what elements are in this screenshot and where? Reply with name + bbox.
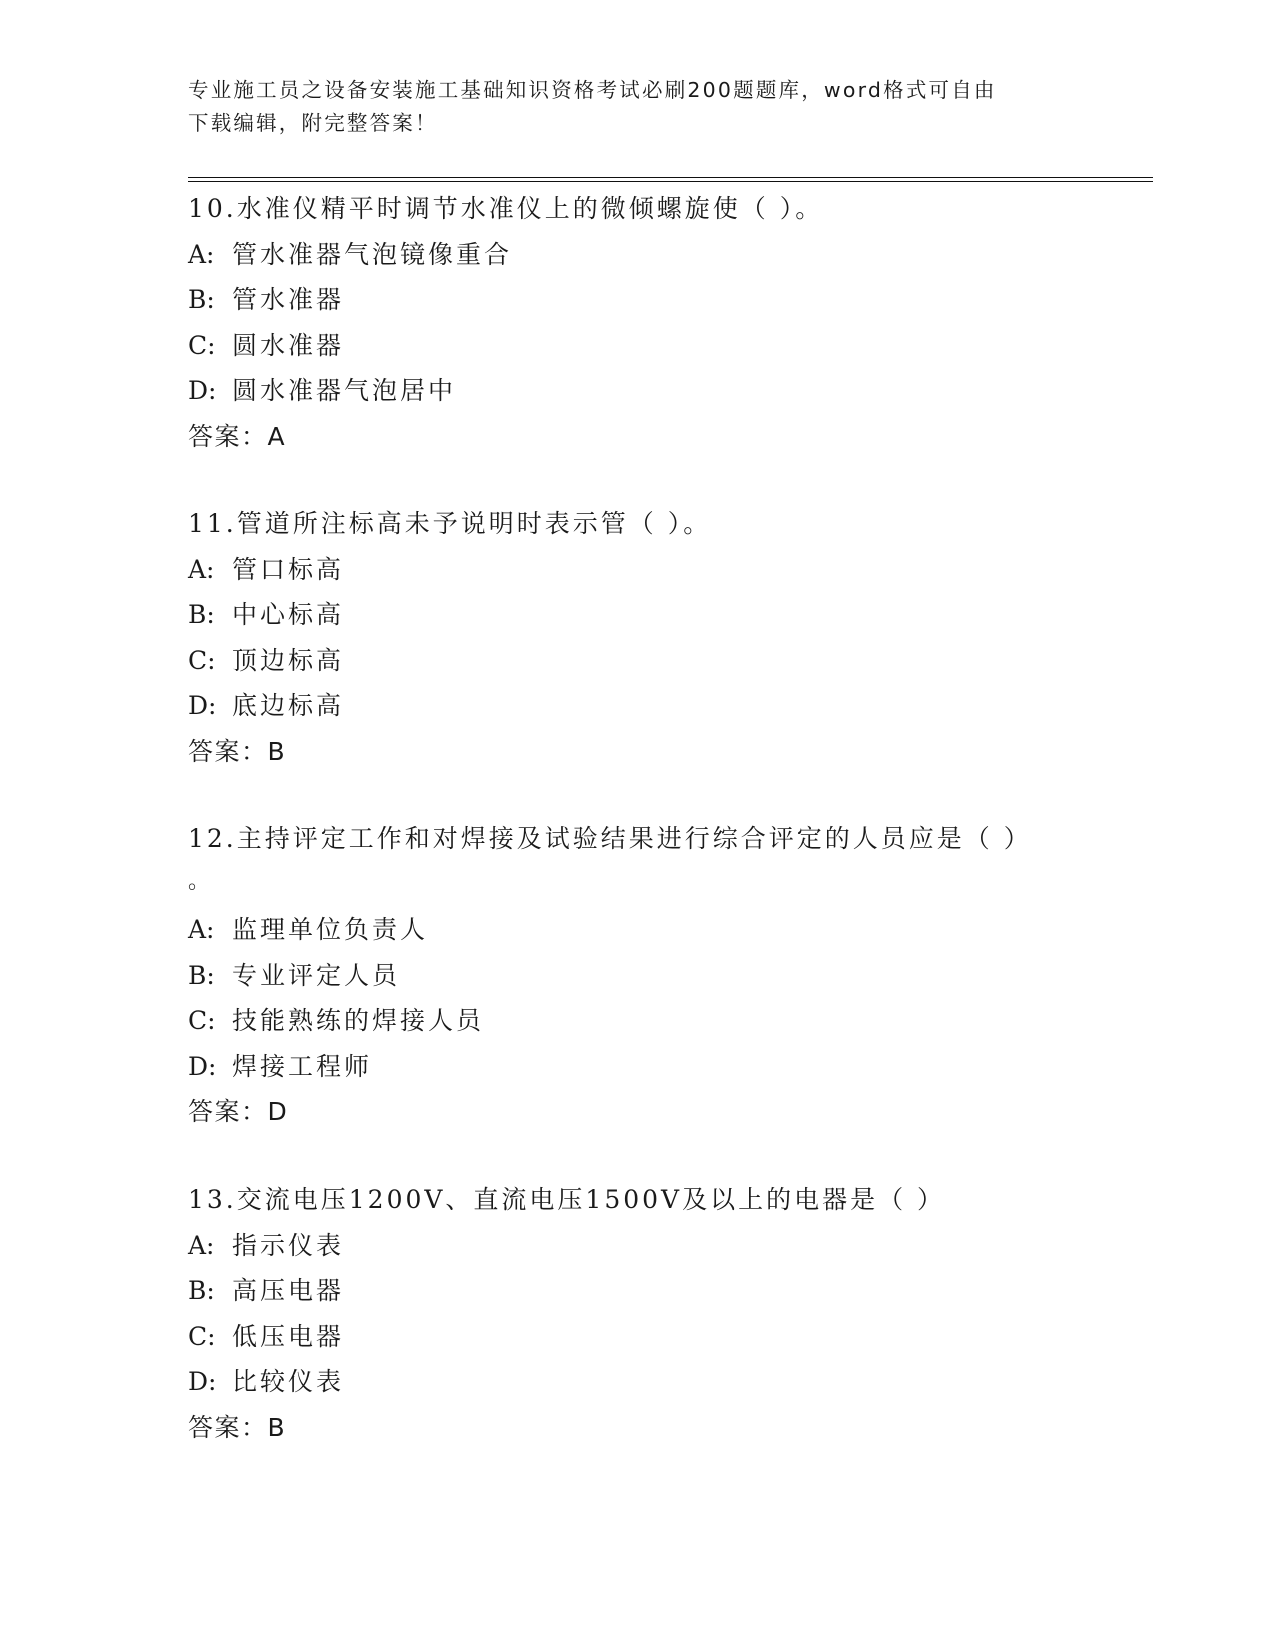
option-letter: C: <box>188 1006 216 1035</box>
option-a <box>188 907 1088 953</box>
option-text: 比较仪表 <box>232 1367 345 1396</box>
option-b <box>188 592 1088 638</box>
header-divider-bottom <box>188 181 1153 182</box>
option-text: 底边标高 <box>232 691 345 720</box>
option-text: 管口标高 <box>232 554 345 584</box>
option-d <box>188 368 1088 414</box>
option-letter: D: <box>188 691 217 720</box>
option-a <box>188 1223 1088 1269</box>
header-line-2: 下载编辑，附完整答案！ <box>188 111 438 135</box>
question-10 <box>188 186 1088 459</box>
question-stem-continuation: 。 <box>188 868 214 894</box>
option-a <box>188 547 1088 593</box>
option-d <box>188 1359 1088 1405</box>
answer: 答案：B <box>188 1412 287 1442</box>
option-letter: D: <box>188 1367 217 1396</box>
option-letter: D: <box>188 1051 217 1081</box>
question-stem: 12.主持评定工作和对焊接及试验结果进行综合评定的人员应是（ ） <box>188 824 1032 853</box>
option-c <box>188 323 1088 369</box>
option-b <box>188 277 1088 323</box>
question-11 <box>188 501 1088 774</box>
option-letter: A: <box>188 554 215 584</box>
answer: 答案：A <box>188 421 287 451</box>
option-letter: A: <box>188 239 215 269</box>
option-letter: B: <box>188 285 215 314</box>
option-text: 顶边标高 <box>232 645 345 675</box>
option-letter: A: <box>188 1230 215 1260</box>
option-c <box>188 638 1088 684</box>
option-text: 焊接工程师 <box>232 1051 373 1081</box>
option-text: 指示仪表 <box>232 1230 345 1260</box>
option-letter: C: <box>188 645 216 675</box>
option-text: 圆水准器 <box>232 330 345 360</box>
option-text: 圆水准器气泡居中 <box>232 376 457 405</box>
option-letter: B: <box>188 960 215 990</box>
question-13 <box>188 1177 1088 1450</box>
option-d <box>188 1044 1088 1090</box>
option-letter: A: <box>188 915 215 944</box>
header-line-1: 专业施工员之设备安装施工基础知识资格考试必刷200题题库，word格式可自由 <box>188 78 997 102</box>
option-a <box>188 232 1088 278</box>
question-stem: 11.管道所注标高未予说明时表示管（ ）。 <box>188 509 712 538</box>
question-stem: 10.水准仪精平时调节水准仪上的微倾螺旋使（ ）。 <box>188 194 824 223</box>
option-text: 管水准器气泡镜像重合 <box>232 239 513 269</box>
option-text: 高压电器 <box>232 1276 345 1305</box>
option-text: 中心标高 <box>232 600 345 629</box>
option-d <box>188 683 1088 729</box>
header-divider-top <box>188 177 1153 178</box>
option-letter: C: <box>188 1321 216 1351</box>
option-c <box>188 998 1088 1044</box>
option-text: 专业评定人员 <box>232 960 401 990</box>
option-letter: C: <box>188 330 216 360</box>
document-header <box>188 74 1068 140</box>
option-text: 监理单位负责人 <box>232 915 429 944</box>
option-text: 管水准器 <box>232 285 345 314</box>
option-text: 技能熟练的焊接人员 <box>232 1006 485 1035</box>
option-c <box>188 1314 1088 1360</box>
option-b <box>188 953 1088 999</box>
option-letter: D: <box>188 376 217 405</box>
answer: 答案：B <box>188 736 287 766</box>
option-b <box>188 1268 1088 1314</box>
option-letter: B: <box>188 1276 215 1305</box>
answer: 答案：D <box>188 1097 289 1126</box>
question-12 <box>188 816 1088 1135</box>
question-stem: 13.交流电压1200V、直流电压1500V及以上的电器是（ ） <box>188 1185 946 1214</box>
option-letter: B: <box>188 600 215 629</box>
option-text: 低压电器 <box>232 1321 345 1351</box>
